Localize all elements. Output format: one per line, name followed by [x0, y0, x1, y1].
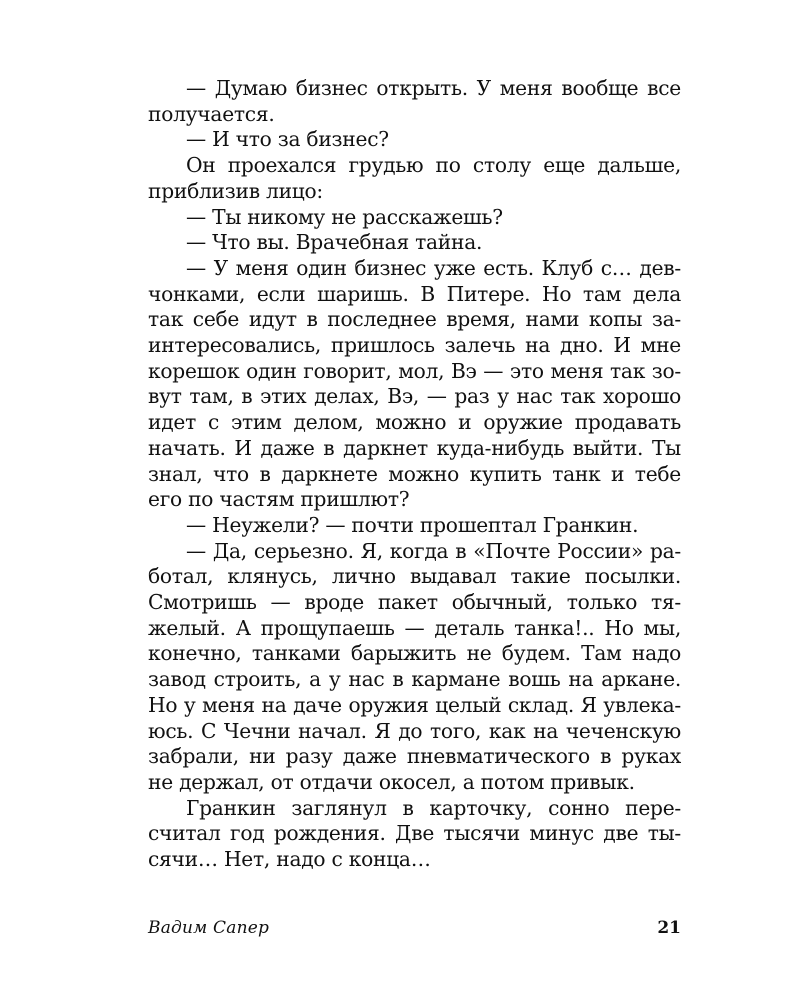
text-line: забрали, ни разу даже пневматического в руках	[148, 744, 681, 769]
text-line: интересовались, пришлось залечь на дно. И мне	[148, 333, 681, 358]
text-line: Смотришь — вроде пакет обычный, только тя-	[148, 590, 681, 615]
text-line: ботал, клянусь, лично выдавал такие посылки.	[148, 564, 681, 589]
text-line: приблизив лицо:	[148, 178, 323, 203]
text-line: так себе идут в последнее время, нами копы за-	[148, 307, 681, 332]
page-number: 21	[657, 918, 681, 938]
page-footer	[148, 918, 681, 942]
text-line: желый. А прощупаешь — деталь танка!.. Но мы,	[148, 615, 681, 640]
text-line: — У меня один бизнес уже есть. Клуб с… дев-	[186, 255, 681, 280]
text-line: вут там, в этих делах, Вэ, — раз у нас так хорошо	[148, 384, 681, 409]
text-line: получается.	[148, 101, 275, 126]
text-line: Гранкин заглянул в карточку, сонно пере-	[186, 795, 681, 820]
text-line: — Думаю бизнес открыть. У меня вообще все	[186, 76, 681, 100]
text-line: знал, что в даркнете можно купить танк и тебе	[148, 461, 681, 486]
text-line: Но у меня на даче оружия целый склад. Я увлека-	[148, 692, 681, 717]
text-line: сячи… Нет, надо с конца…	[148, 847, 431, 872]
footer-author: Вадим Сапер	[148, 918, 270, 938]
text-line: идет с этим делом, можно и оружие продавать	[148, 410, 681, 435]
text-line: не держал, от отдачи окосел, а потом привык.	[148, 769, 635, 794]
text-line: — Ты никому не расскажешь?	[186, 204, 503, 229]
page-text	[148, 76, 681, 873]
text-line: корешок один говорит, мол, Вэ — это меня так зо-	[148, 358, 681, 383]
text-line: чонками, если шаришь. В Питере. Но там дела	[148, 281, 681, 306]
text-line: Он проехался грудью по столу еще дальше,	[186, 153, 681, 178]
text-line: — И что за бизнес?	[186, 127, 389, 152]
text-line: завод строить, а у нас в кармане вошь на аркане.	[148, 667, 681, 692]
text-line: — Да, серьезно. Я, когда в «Почте России» ра-	[186, 538, 681, 563]
text-line: считал год рождения. Две тысячи минус две ты-	[148, 821, 681, 846]
text-line: конечно, танками барыжить не будем. Там надо	[148, 641, 681, 666]
text-line: — Неужели? — почти прошептал Гранкин.	[186, 512, 639, 537]
text-line: — Что вы. Врачебная тайна.	[186, 230, 483, 255]
text-line: начать. И даже в даркнет куда-нибудь выйти. Ты	[148, 435, 681, 460]
text-line: его по частям пришлют?	[148, 487, 410, 512]
text-line: юсь. С Чечни начал. Я до того, как на чеченскую	[148, 718, 681, 743]
